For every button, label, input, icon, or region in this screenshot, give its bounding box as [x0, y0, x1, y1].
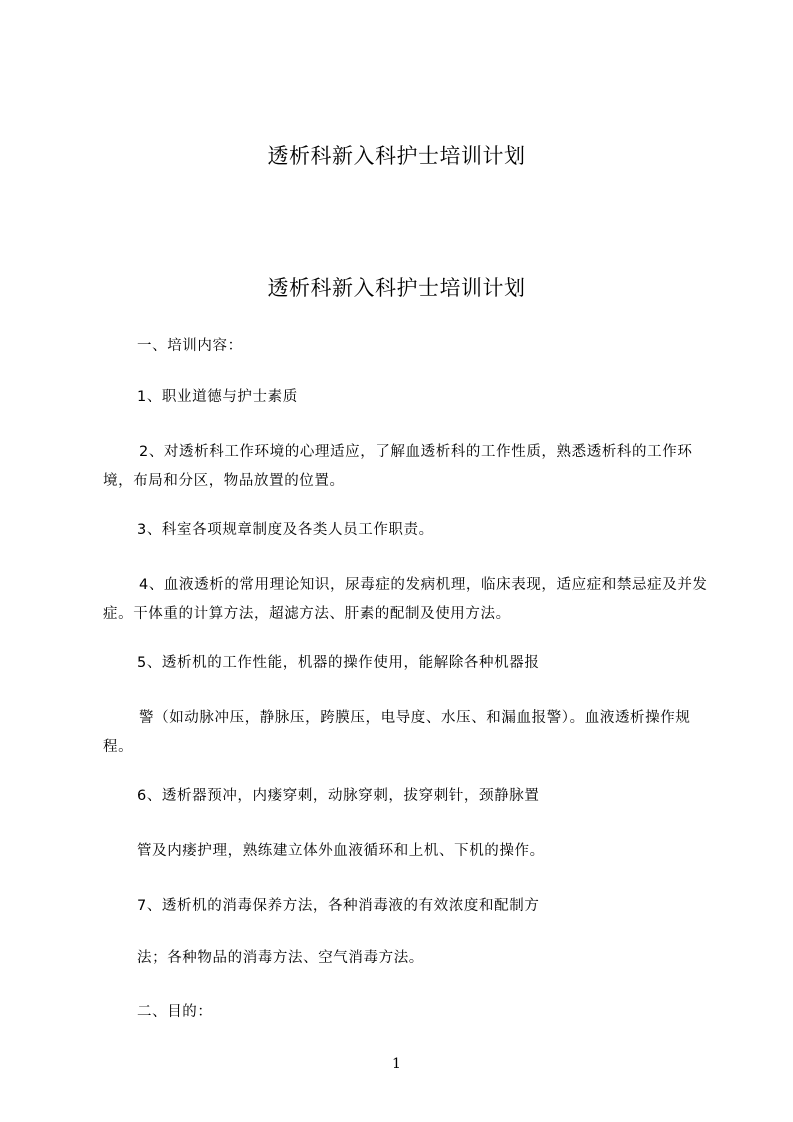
paragraph-item-6-continued: 管及内瘘护理，熟练建立体外血液循环和上机、下机的操作。: [137, 843, 545, 859]
cover-title: 透析科新入科护士培训计划: [267, 144, 526, 168]
paragraph-item-5-continued: 警（如动脉冲压，静脉压，跨膜压，电导度、水压、和漏血报警）。血液透析操作规程。: [103, 710, 691, 755]
page-number: 1: [392, 1056, 401, 1072]
paragraph-item-7-continued: 法；各种物品的消毒方法、空气消毒方法。: [137, 950, 424, 966]
paragraph-item-2: 2、对透析科工作环境的心理适应，了解血透析科的工作性质，熟悉透析科的工作环境，布局和分区，物品放置的位置。: [103, 444, 693, 489]
paragraph-item-1: 1、职业道德与护士素质: [137, 389, 298, 405]
paragraph-item-4: 4、血液透析的常用理论知识，尿毒症的发病机理，临床表现，适应症和禁忌症及并发症。干体重的计算方法，超滤方法、肝素的配制及使用方法。: [103, 577, 708, 622]
paragraph-item-7: 7、透析机的消毒保养方法，各种消毒液的有效浓度和配制方: [137, 898, 540, 914]
paragraph-item-3: 3、科室各项规章制度及各类人员工作职责。: [137, 522, 434, 538]
document-title: 透析科新入科护士培训计划: [267, 276, 526, 300]
section-heading-purpose: 二、目的：: [137, 1004, 213, 1020]
section-heading-training-content: 一、培训内容：: [137, 338, 243, 354]
paragraph-item-6: 6、透析器预冲，内瘘穿刺，动脉穿刺，拔穿刺针，颈静脉置: [137, 788, 540, 804]
paragraph-item-5: 5、透析机的工作性能，机器的操作使用，能解除各种机器报: [137, 655, 540, 671]
